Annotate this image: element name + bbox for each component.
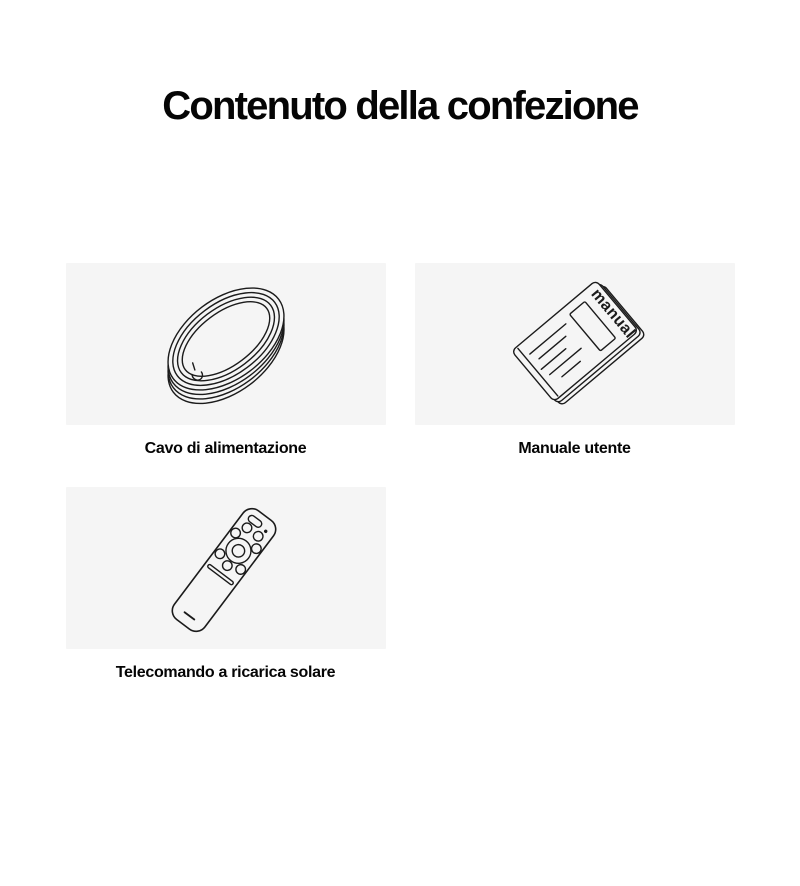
item-label-remote: Telecomando a ricarica solare: [115, 664, 336, 681]
package-item-remote: [66, 487, 386, 682]
power-cable-card: [66, 263, 386, 425]
package-item-power-cable: [66, 263, 386, 458]
user-manual-card: [415, 263, 735, 425]
page-title: Contenuto della confezione: [162, 84, 638, 128]
package-contents-section: [0, 86, 800, 886]
item-label-power-cable: Cavo di alimentazione: [144, 440, 307, 457]
power-cable-coil-icon: [66, 263, 386, 425]
item-label-user-manual: Manuale utente: [518, 440, 631, 457]
package-contents-grid: [66, 263, 735, 682]
user-manual-icon: [415, 263, 735, 425]
remote-card: [66, 487, 386, 649]
package-item-user-manual: [415, 263, 735, 458]
manual-cover-text: manual: [586, 285, 638, 342]
remote-control-icon: [66, 487, 386, 649]
